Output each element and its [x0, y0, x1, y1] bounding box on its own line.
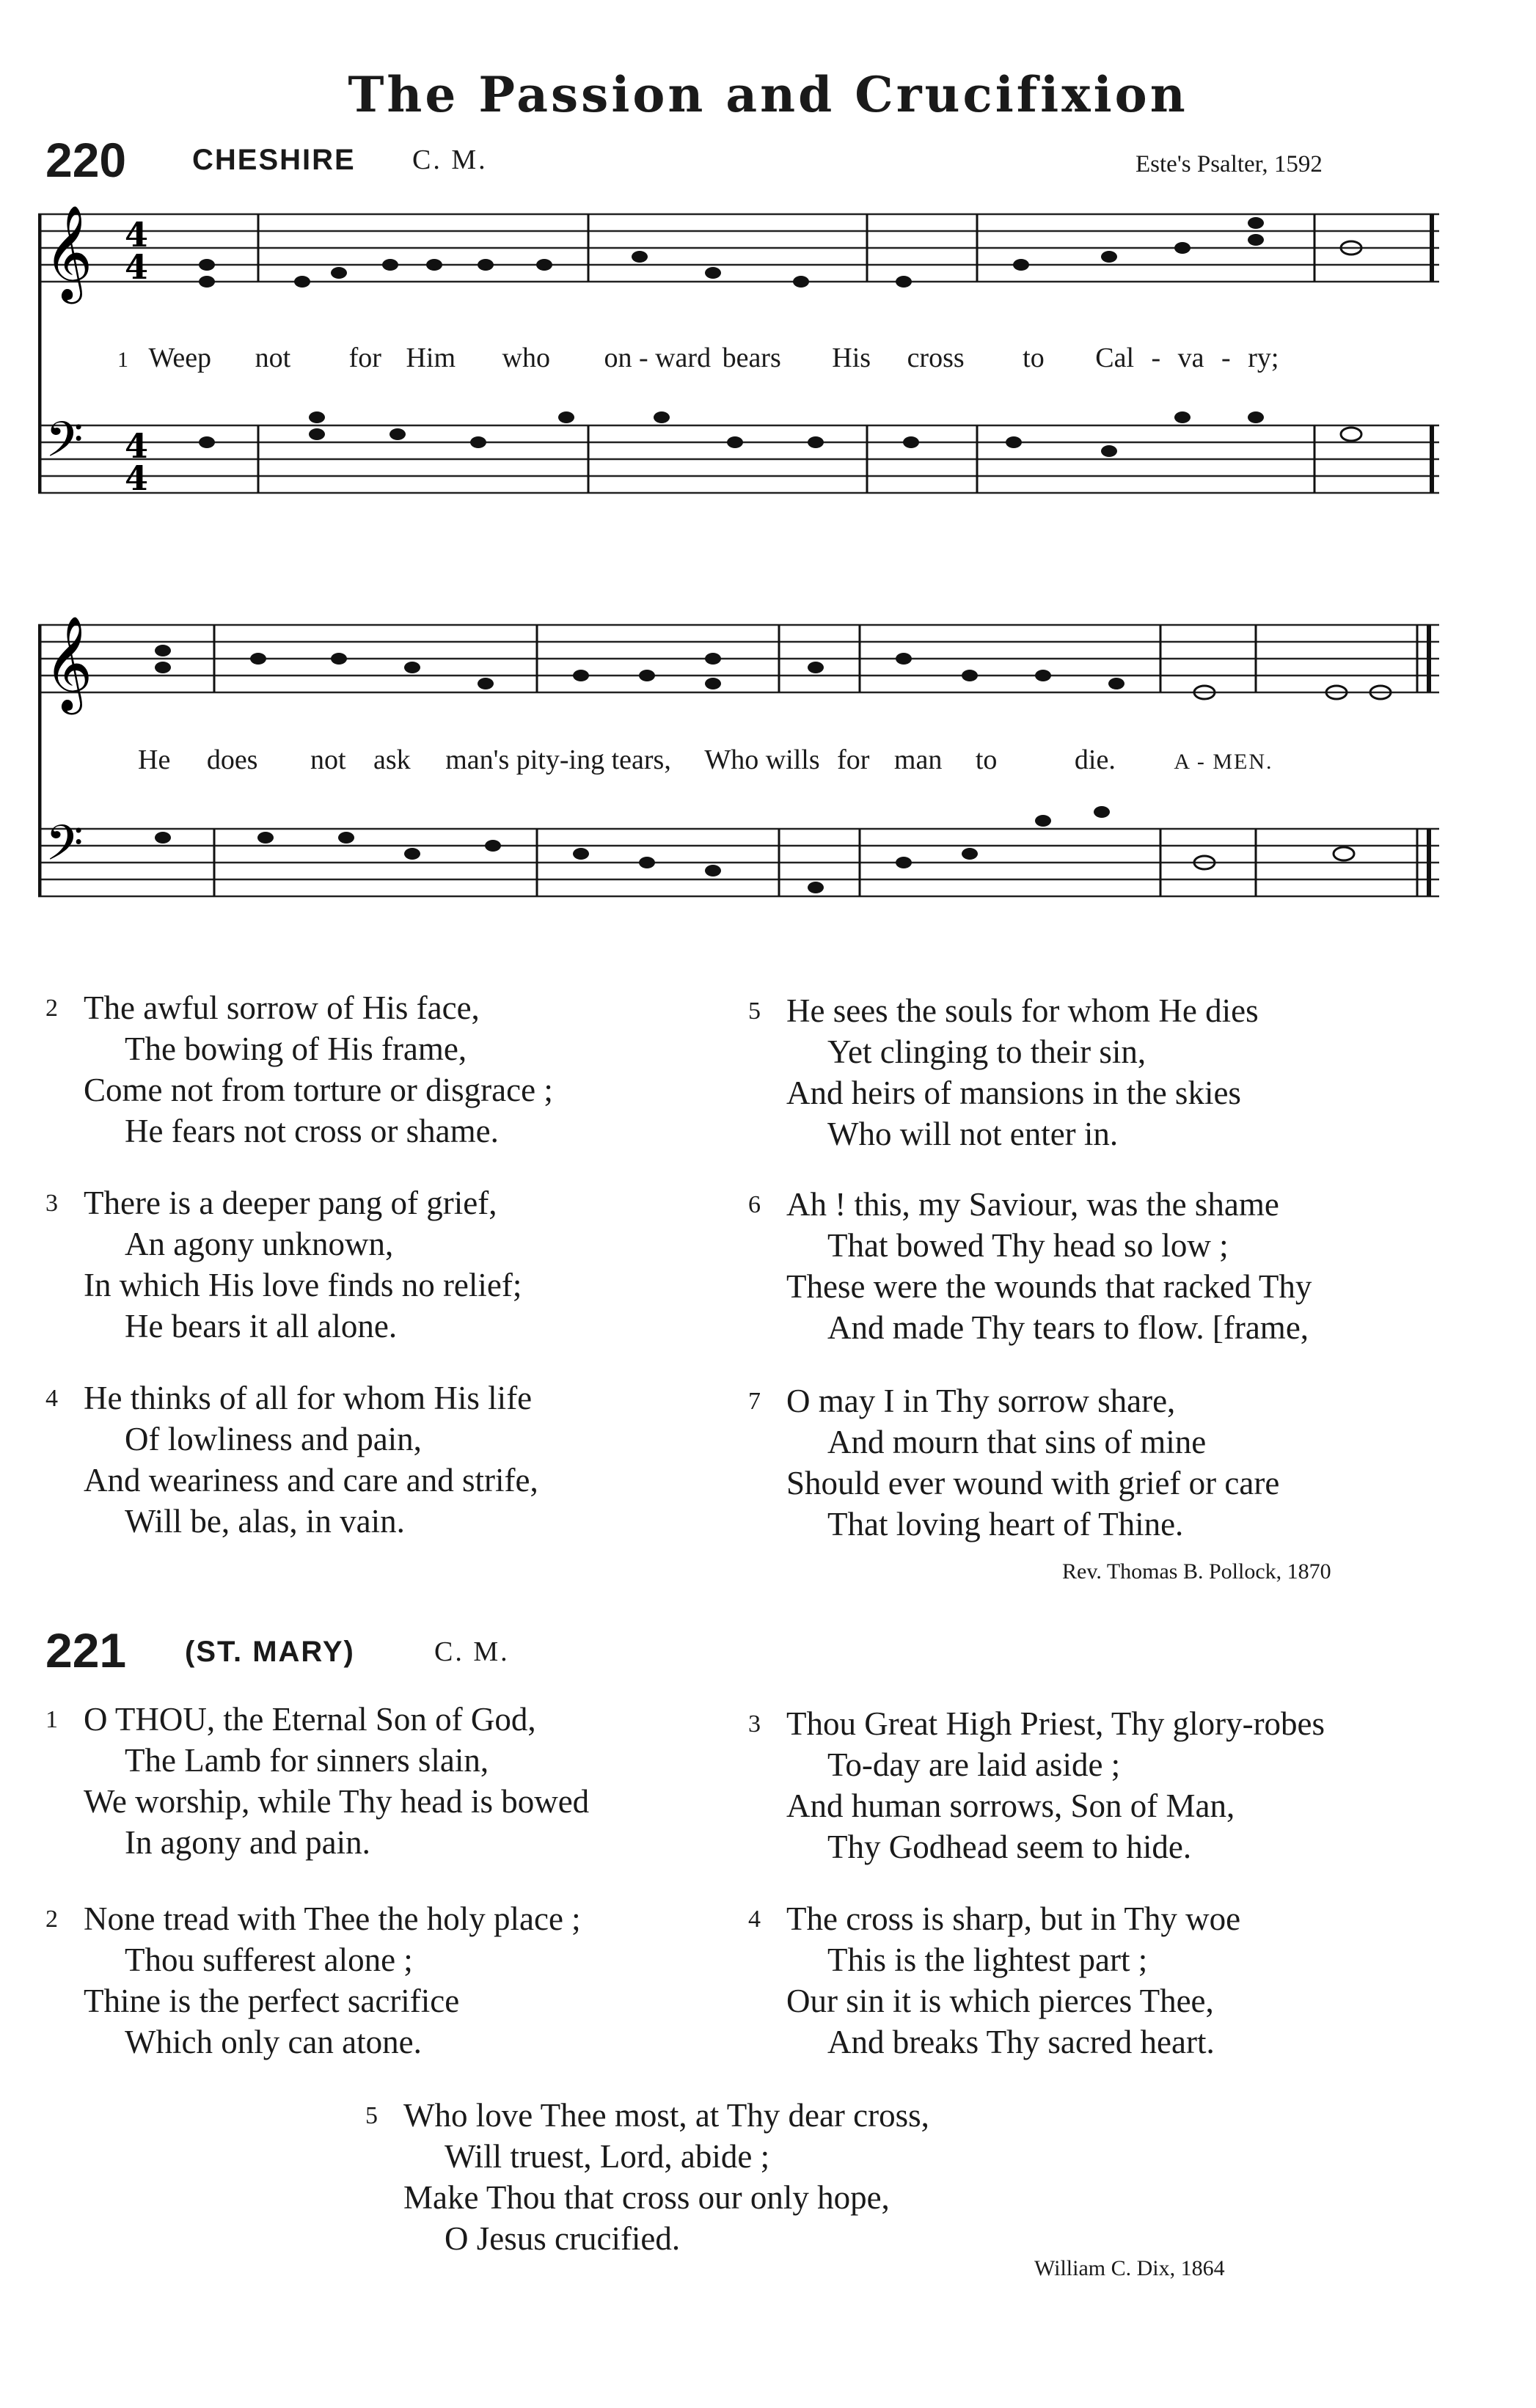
- lyric-syllable: tears,: [611, 744, 671, 775]
- verse-line: The bowing of His frame,: [125, 1031, 467, 1067]
- verse-1: [45, 1699, 742, 1863]
- lyrics-line-2: [138, 744, 1429, 776]
- verse-line: He sees the souls for whom He dies: [786, 992, 1259, 1029]
- amen: A - MEN.: [1174, 750, 1273, 774]
- lyric-syllable: ing: [568, 744, 605, 775]
- lyric-syllable: Who: [704, 744, 759, 775]
- time-signature-bottom: 4: [125, 247, 149, 287]
- verse-number: 4: [45, 1385, 58, 1412]
- verse-line: Make Thou that cross our only hope,: [403, 2179, 890, 2216]
- author-attribution: William C. Dix, 1864: [1034, 2256, 1225, 2280]
- verse-line: The awful sorrow of His face,: [84, 989, 480, 1026]
- verse-number: 3: [748, 1710, 761, 1738]
- lyrics-line-1: [117, 342, 1408, 374]
- lyric-hyphen: -: [1151, 343, 1161, 373]
- lyric-syllable: on: [604, 343, 632, 373]
- lyric-syllable: for: [348, 343, 381, 373]
- verse-line: None tread with Thee the holy place ;: [84, 1900, 581, 1937]
- treble-notes: [199, 217, 1361, 288]
- bass-staff: [38, 425, 1439, 493]
- bass-clef-icon: 𝄢: [45, 411, 84, 480]
- tune-source: Este's Psalter, 1592: [1135, 151, 1323, 178]
- verse-number: 4: [748, 1906, 761, 1933]
- lyric-syllable: Weep: [148, 343, 212, 373]
- treble-clef-icon: 𝄞: [44, 615, 93, 711]
- verse-2: [45, 1898, 742, 2063]
- verse-line: O THOU, the Eternal Son of God,: [84, 1701, 536, 1738]
- verse-line: We worship, while Thy head is bowed: [84, 1783, 590, 1820]
- page-title: The Passion and Crucifixion: [348, 66, 1188, 123]
- verse-line: Ah ! this, my Saviour, was the shame: [786, 1186, 1279, 1223]
- lyric-syllable: die.: [1074, 744, 1116, 775]
- lyric-syllable: not: [310, 744, 346, 775]
- verse-line: Yet clinging to their sin,: [827, 1033, 1146, 1070]
- verse-5: [365, 2095, 1099, 2259]
- verse-line: Come not from torture or disgrace ;: [84, 1072, 553, 1108]
- lyric-syllable: to: [1023, 343, 1045, 373]
- verse-5: [748, 990, 1482, 1154]
- lyric-syllable: wills: [765, 744, 820, 775]
- verse-number: 6: [748, 1191, 761, 1218]
- verse-4: [748, 1898, 1482, 2063]
- verse-number: 2: [45, 995, 58, 1022]
- verse-line: Our sin it is which pierces Thee,: [786, 1983, 1214, 2019]
- treble-staff: [38, 625, 1439, 692]
- hymn-number: 220: [45, 133, 127, 187]
- verse-line: An agony unknown,: [125, 1226, 394, 1262]
- verse-line: Will truest, Lord, abide ;: [445, 2138, 770, 2175]
- verse-line: In agony and pain.: [125, 1824, 370, 1861]
- lyric-syllable: for: [837, 744, 870, 775]
- verse-line: And mourn that sins of mine: [827, 1424, 1207, 1460]
- verse-line: And made Thy tears to flow. [frame,: [827, 1309, 1309, 1346]
- bass-notes: [199, 411, 1361, 457]
- treble-staff: [38, 214, 1439, 282]
- lyric-syllable: pity: [516, 744, 560, 775]
- verse-4: [45, 1377, 720, 1542]
- verse-number: 3: [45, 1190, 58, 1217]
- lyric-syllable: man's: [445, 744, 510, 775]
- lyric-syllable: ward: [655, 343, 712, 373]
- lyric-syllable: to: [975, 744, 998, 775]
- tune-name: (ST. MARY): [185, 1636, 355, 1668]
- verse-2: [45, 987, 720, 1152]
- verse-line: And breaks Thy sacred heart.: [827, 2024, 1215, 2060]
- lyric-syllable: His: [832, 343, 871, 373]
- verse-number: 5: [365, 2102, 378, 2129]
- verse-number: 1: [45, 1706, 58, 1733]
- lyric-syllable: cross: [907, 343, 965, 373]
- verse-3: [748, 1703, 1482, 1867]
- lyric-syllable: man: [893, 744, 943, 775]
- verse-line: Should ever wound with grief or care: [786, 1465, 1280, 1501]
- lyric-syllable: bears: [722, 343, 781, 373]
- verse-line: O may I in Thy sorrow share,: [786, 1383, 1176, 1419]
- verse-6: [748, 1184, 1482, 1348]
- verse-line: Of lowliness and pain,: [125, 1421, 422, 1457]
- verse-line: These were the wounds that racked Thy: [786, 1268, 1312, 1305]
- verse-line: That bowed Thy head so low ;: [827, 1227, 1229, 1264]
- verse-line: He fears not cross or shame.: [125, 1113, 499, 1149]
- verse-number: 1: [117, 348, 128, 372]
- meter: C. M.: [434, 1636, 510, 1667]
- lyric-syllable: who: [502, 343, 550, 373]
- treble-clef-icon: 𝄞: [44, 205, 93, 300]
- verse-line: In which His love finds no relief;: [84, 1267, 522, 1303]
- treble-notes: [155, 645, 1391, 699]
- hymn-number: 221: [45, 1623, 127, 1677]
- time-signature-bass-top: 4: [125, 426, 149, 466]
- verse-3: [45, 1182, 720, 1347]
- verse-line: He bears it all alone.: [125, 1308, 398, 1344]
- verse-line: The cross is sharp, but in Thy woe: [786, 1900, 1241, 1937]
- time-signature-top: 4: [125, 215, 149, 255]
- lyric-syllable: not: [255, 343, 291, 373]
- verse-line: That loving heart of Thine.: [827, 1506, 1184, 1542]
- verse-number: 7: [748, 1388, 761, 1415]
- lyric-syllable: Cal: [1095, 343, 1135, 373]
- time-signature-bass-bottom: 4: [125, 458, 149, 498]
- verse-line: And weariness and care and strife,: [84, 1462, 538, 1498]
- verse-line: Thine is the perfect sacrifice: [84, 1983, 460, 2019]
- verse-line: O Jesus crucified.: [445, 2220, 681, 2257]
- meter: C. M.: [412, 144, 488, 175]
- verse-line: Thy Godhead seem to hide.: [827, 1829, 1192, 1865]
- verse-number: 5: [748, 998, 761, 1025]
- verse-line: The Lamb for sinners slain,: [125, 1742, 489, 1779]
- verse-line: Thou sufferest alone ;: [125, 1942, 413, 1978]
- verse-line: There is a deeper pang of grief,: [84, 1185, 497, 1221]
- lyric-syllable: He: [138, 744, 171, 775]
- lyric-syllable: does: [206, 744, 258, 775]
- verse-line: To-day are laid aside ;: [827, 1746, 1121, 1783]
- lyric-hyphen: -: [1221, 343, 1231, 373]
- verse-line: And heirs of mansions in the skies: [786, 1075, 1241, 1111]
- verse-line: Thou Great High Priest, Thy glory-robes: [786, 1705, 1325, 1742]
- author-attribution: Rev. Thomas B. Pollock, 1870: [1062, 1559, 1331, 1584]
- lyric-syllable: ry;: [1248, 343, 1279, 373]
- lyric-hyphen: -: [638, 343, 648, 373]
- verse-line: And human sorrows, Son of Man,: [786, 1787, 1235, 1824]
- verse-number: 2: [45, 1906, 58, 1933]
- verse-line: He thinks of all for whom His life: [84, 1380, 533, 1416]
- tune-name: CHESHIRE: [192, 144, 356, 176]
- verse-line: Who will not enter in.: [827, 1116, 1119, 1152]
- verse-7: [748, 1380, 1482, 1545]
- lyric-syllable: ask: [373, 744, 411, 775]
- lyric-syllable: Him: [406, 343, 456, 373]
- verse-line: This is the lightest part ;: [827, 1942, 1148, 1978]
- verse-line: Will be, alas, in vain.: [125, 1503, 405, 1540]
- bass-clef-icon: 𝄢: [45, 815, 84, 883]
- verse-line: Which only can atone.: [125, 2024, 422, 2060]
- lyric-hyphen: -: [559, 744, 569, 775]
- lyric-syllable: va: [1177, 343, 1204, 373]
- bass-staff: [38, 829, 1439, 896]
- verse-line: Who love Thee most, at Thy dear cross,: [403, 2097, 929, 2134]
